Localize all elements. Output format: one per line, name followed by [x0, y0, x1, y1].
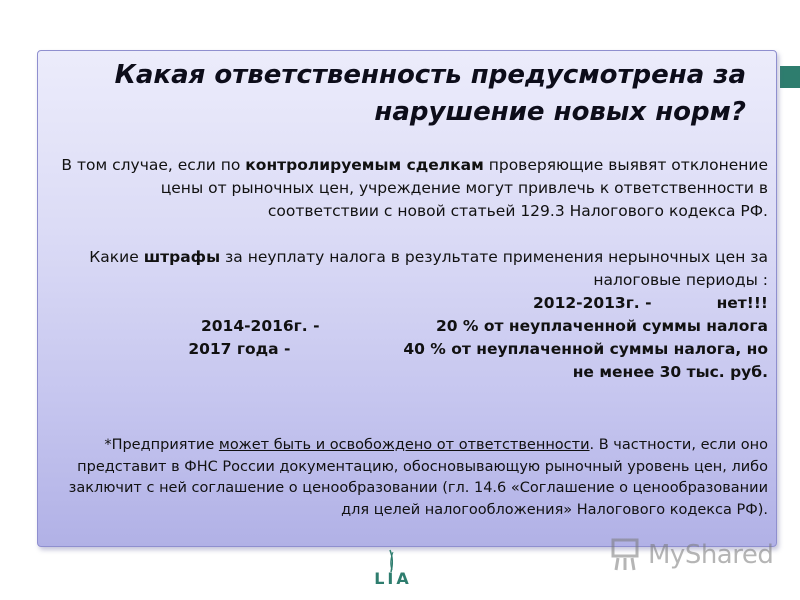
- content-card: [37, 50, 777, 547]
- note-text-end: . В частности, если оно представит в ФНС России документацию, обосновывающую рыночный уровень цен, либо заключит с ней соглашение о ценообразовании (гл. 14.6 «Соглашение о ценообразовании для целей налогообложения» Налогового кодекса РФ).: [68, 437, 768, 518]
- lia-logo: [368, 548, 418, 588]
- fine-amount: 40 % от неуплаченной суммы налога, но: [403, 340, 768, 358]
- paragraph2-text-end: за неуплату налога в результате применения нерыночных цен за налоговые периоды :: [220, 248, 768, 289]
- fines-list: [48, 292, 768, 384]
- logo-text: LIA: [374, 569, 412, 588]
- paragraph2-text-start: Какие: [89, 248, 144, 266]
- note-underlined-text: может быть и освобождено от ответственности: [218, 437, 590, 453]
- presentation-board-icon: [610, 536, 644, 572]
- fine-amount: 20 % от неуплаченной суммы налога: [435, 317, 768, 335]
- fine-period: 2017 года -: [188, 340, 291, 358]
- fine-row: [48, 315, 768, 338]
- paragraph2-bold-term: штрафы: [143, 248, 221, 266]
- note-text-start: *Предприятие: [104, 437, 219, 453]
- slide-title: Какая ответственность предусмотрена за нарушение новых норм?: [114, 60, 746, 127]
- paragraph-controlled-deals: [48, 154, 768, 223]
- paragraph1-bold-term: контролируемым сделкам: [245, 156, 484, 174]
- fine-amount: нет!!!: [716, 294, 768, 312]
- paragraph1-text-start: В том случае, если по: [61, 156, 246, 174]
- fine-row: [48, 292, 768, 315]
- accent-bar: [780, 66, 800, 88]
- fine-period: 2012-2013г. -: [533, 294, 652, 312]
- fine-period: 2014-2016г. -: [200, 317, 320, 335]
- paragraph-fines-question: [48, 246, 768, 292]
- fine-row-continuation: не менее 30 тыс. руб.: [572, 363, 768, 381]
- watermark: [610, 536, 774, 576]
- fine-row: [48, 338, 768, 361]
- paragraph1-text-end: проверяющие выявят отклонение цены от рыночных цен, учреждение могут привлечь к ответственности в соответствии с новой статьей 129.3 Налогового кодекса РФ.: [160, 156, 768, 220]
- exemption-note: [43, 435, 768, 521]
- watermark-text: MyShared: [648, 540, 774, 570]
